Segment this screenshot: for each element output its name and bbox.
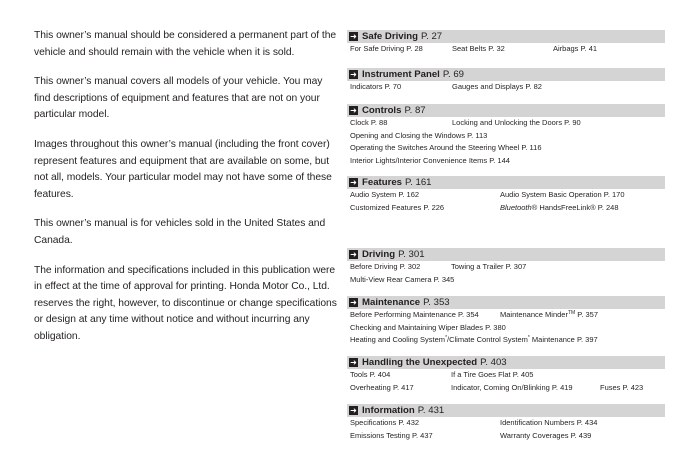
- toc-link[interactable]: Audio System Basic Operation P. 170: [500, 190, 625, 199]
- toc-link-maintenance-minder[interactable]: [500, 309, 598, 322]
- toc-link[interactable]: Multi-View Rear Camera P. 345: [350, 274, 455, 284]
- minder-page: P. 357: [575, 310, 599, 319]
- toc-link[interactable]: Identification Numbers P. 434: [500, 418, 598, 427]
- toc-link[interactable]: Gauges and Displays P. 82: [452, 82, 542, 91]
- intro-paragraph: This owner’s manual is for vehicles sold in the United States and Canada.: [34, 218, 326, 246]
- toc-header[interactable]: [347, 248, 665, 261]
- arrow-right-box-icon: ➜: [350, 32, 357, 41]
- toc-link[interactable]: Before Performing Maintenance P. 354: [350, 310, 479, 319]
- toc-section-page: P. 87: [404, 105, 426, 116]
- toc-section-page: P. 301: [398, 249, 425, 260]
- toc-section-title: Controls: [362, 105, 402, 116]
- hc-label-a: Heating and Cooling System: [350, 335, 446, 344]
- asterisk-mark: *: [527, 335, 530, 341]
- toc-link[interactable]: Clock P. 88: [350, 118, 388, 127]
- intro-paragraph: Images throughout this owner’s manual (including the front cover) represent features and equipment that are available on some, but not all, models. Your particular model may not have some of these features.: [34, 138, 332, 200]
- toc-link[interactable]: Before Driving P. 302: [350, 262, 421, 271]
- toc-section-title: Instrument Panel: [362, 69, 440, 80]
- toc-link[interactable]: Warranty Coverages P. 439: [500, 430, 592, 440]
- arrow-right-box-icon: ➜: [350, 70, 357, 79]
- arrow-right-box-icon: ➜: [350, 406, 357, 415]
- toc-section-title: Maintenance: [362, 297, 421, 308]
- toc-header[interactable]: [347, 296, 665, 309]
- toc-section-page: P. 161: [405, 177, 432, 188]
- toc-header[interactable]: [347, 104, 665, 117]
- toc-link[interactable]: For Safe Driving P. 28: [350, 44, 423, 53]
- toc-section-title: Information: [362, 405, 415, 416]
- toc-section-information: [347, 404, 665, 442]
- toc-link[interactable]: Interior Lights/Interior Convenience Items P. 144: [350, 155, 510, 165]
- toc-link[interactable]: Overheating P. 417: [350, 382, 414, 392]
- toc-section-page: P. 431: [417, 405, 445, 416]
- toc-section-title: Safe Driving: [362, 31, 418, 42]
- intro-paragraph: This owner’s manual should be considered a permanent part of the vehicle and should remain with the vehicle when it is sold.: [34, 30, 337, 58]
- toc-link[interactable]: If a Tire Goes Flat P. 405: [451, 370, 534, 379]
- toc-header[interactable]: [347, 30, 665, 43]
- toc-section-page: P. 353: [423, 297, 450, 308]
- toc-link[interactable]: Opening and Closing the Windows P. 113: [350, 130, 488, 140]
- toc-section-page: P. 403: [480, 357, 507, 368]
- toc-link[interactable]: Indicator, Coming On/Blinking P. 419: [451, 382, 573, 392]
- arrow-right-box-icon: ➜: [350, 298, 357, 307]
- intro-column: [34, 28, 338, 359]
- toc-link[interactable]: Specifications P. 432: [350, 418, 420, 427]
- toc-section-maintenance: [347, 296, 665, 347]
- toc-section-title: Handling the Unexpected: [362, 357, 478, 368]
- toc-section-instrument-panel: [347, 68, 665, 94]
- toc-section-controls: [347, 104, 665, 167]
- toc-link[interactable]: Audio System P. 162: [350, 190, 420, 199]
- arrow-right-box-icon: ➜: [350, 178, 357, 187]
- bluetooth-rest: ® HandsFreeLink® P. 248: [531, 202, 619, 212]
- toc-section-title: Features: [362, 177, 402, 188]
- toc-link[interactable]: Customized Features P. 226: [350, 202, 445, 212]
- toc-link-bluetooth[interactable]: [500, 202, 619, 215]
- toc-section-features: [347, 176, 665, 214]
- toc-header[interactable]: [347, 404, 665, 417]
- intro-paragraph: The information and specifications included in this publication were in effect at the time of approval for printing. Honda Motor Co., Ltd. reserves the right, however, to discontinue or change specifications or design at any time without notice and without incurring any obligation.: [34, 264, 337, 342]
- toc-header[interactable]: [347, 68, 665, 81]
- toc-link[interactable]: Seat Belts P. 32: [452, 44, 505, 53]
- arrow-right-box-icon: ➜: [350, 250, 357, 259]
- arrow-right-box-icon: ➜: [350, 358, 357, 367]
- toc-link[interactable]: Towing a Trailer P. 307: [451, 262, 527, 271]
- intro-paragraph: This owner’s manual covers all models of your vehicle. You may find descriptions of equipment and features that are not on your particular model.: [34, 76, 323, 121]
- toc-link[interactable]: Checking and Maintaining Wiper Blades P. 380: [350, 322, 506, 332]
- toc-link[interactable]: Airbags P. 41: [553, 44, 598, 53]
- toc-header[interactable]: [347, 176, 665, 189]
- toc-link[interactable]: Fuses P. 423: [600, 382, 644, 392]
- hc-label-c: Maintenance P. 397: [529, 335, 598, 344]
- trademark-mark: TM: [567, 310, 576, 316]
- hc-label-b: /Climate Control System: [447, 335, 528, 344]
- toc-section-title: Driving: [362, 249, 396, 260]
- toc-section-driving: [347, 248, 665, 286]
- toc-link[interactable]: Locking and Unlocking the Doors P. 90: [452, 118, 581, 127]
- toc-link-heating-cooling[interactable]: [350, 334, 598, 347]
- arrow-right-box-icon: ➜: [350, 106, 357, 115]
- toc-section-handling-unexpected: [347, 356, 665, 394]
- toc-link[interactable]: Indicators P. 70: [350, 82, 402, 91]
- minder-label: Maintenance Minder: [500, 310, 568, 319]
- toc-section-page: P. 69: [442, 69, 465, 80]
- toc-section-page: P. 27: [420, 31, 443, 42]
- toc-header[interactable]: [347, 356, 665, 369]
- toc-section-safe-driving: [347, 30, 665, 56]
- toc-link[interactable]: Emissions Testing P. 437: [350, 430, 433, 440]
- asterisk-mark: *: [445, 335, 448, 341]
- toc-link[interactable]: Tools P. 404: [350, 370, 391, 379]
- toc-link[interactable]: Operating the Switches Around the Steering Wheel P. 116: [350, 143, 542, 152]
- bluetooth-label: Bluetooth: [500, 202, 532, 212]
